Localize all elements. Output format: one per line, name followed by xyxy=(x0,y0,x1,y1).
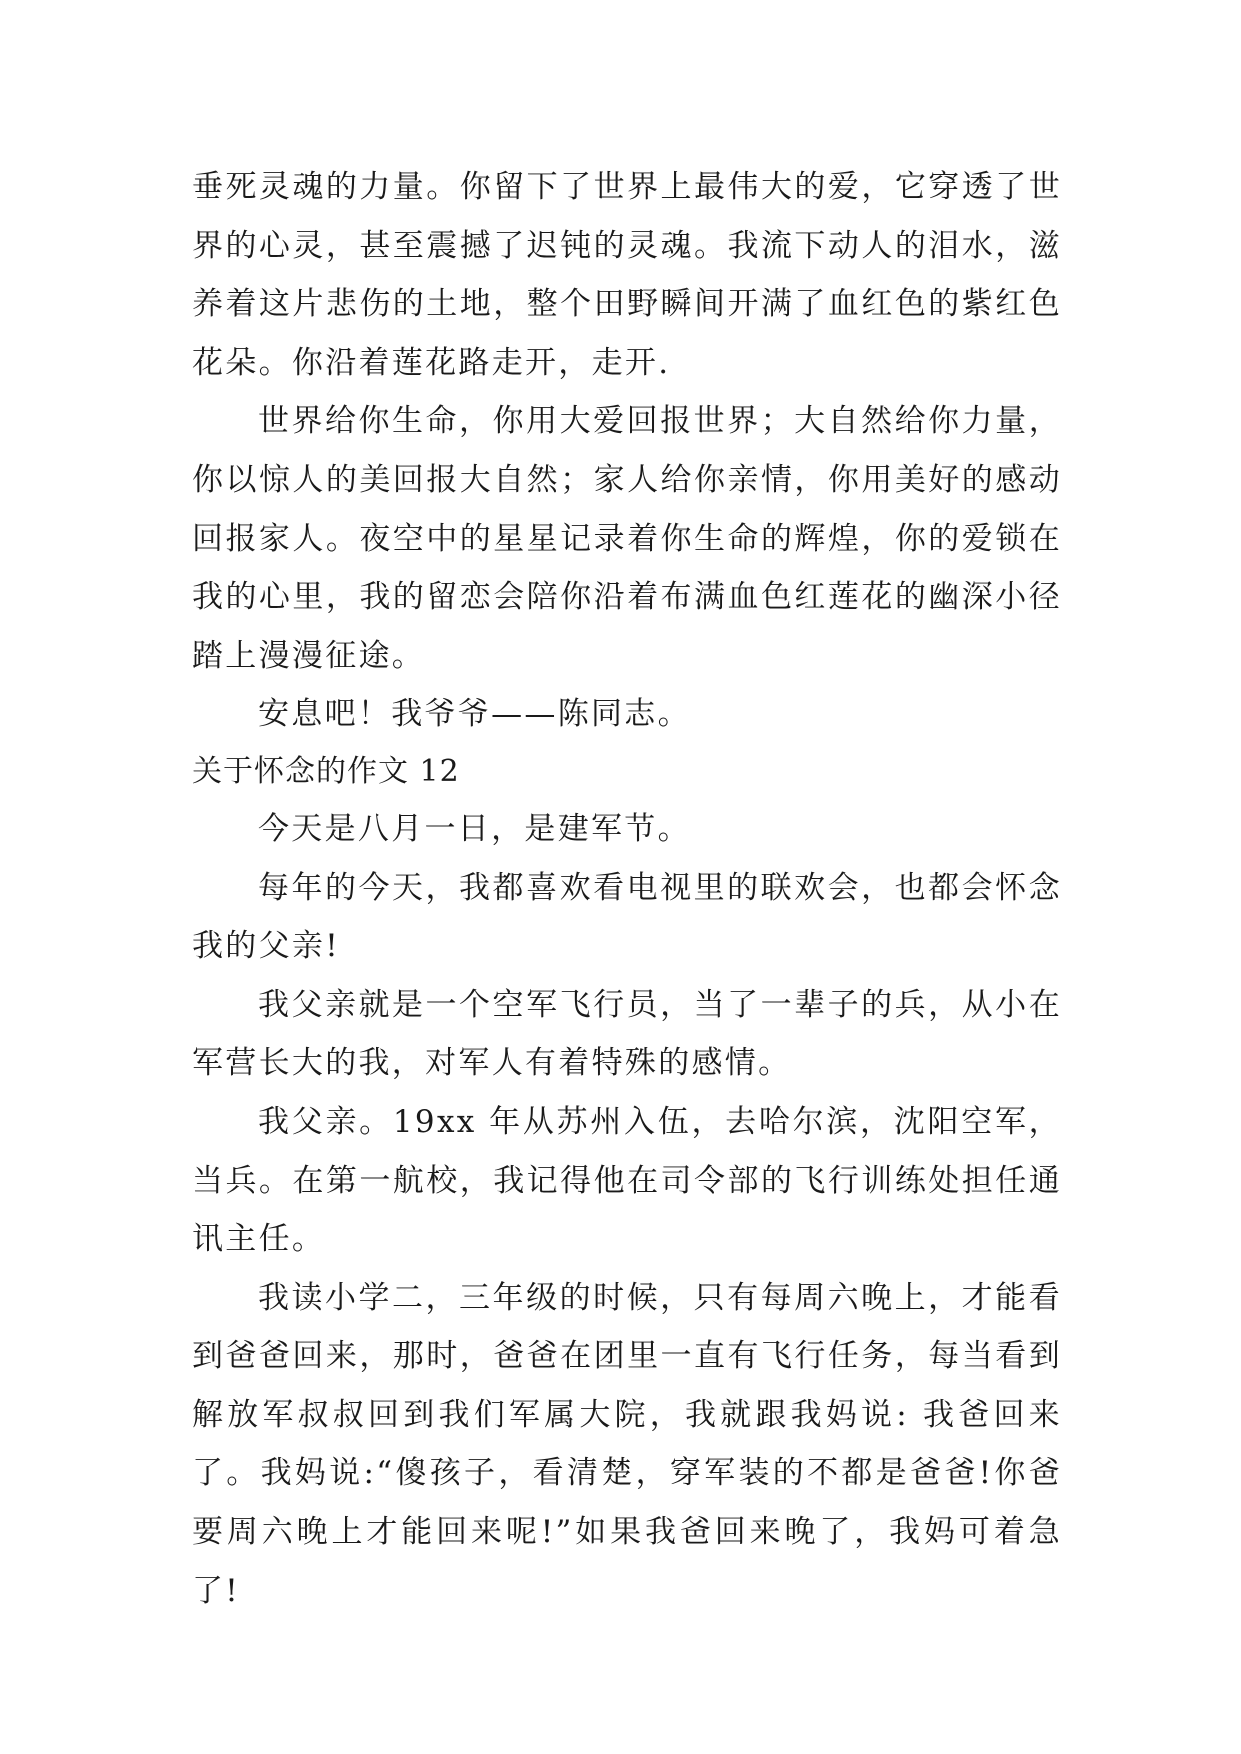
paragraph-continued: 垂死灵魂的力量。你留下了世界上最伟大的爱，它穿透了世界的心灵，甚至震撼了迟钝的灵魂。我流下动人的泪水，滋养着这片悲伤的土地，整个田野瞬间开满了血红色的紫红色花朵。你沿着莲花路走开，走开. xyxy=(192,169,1062,381)
paragraph: 每年的今天，我都喜欢看电视里的联欢会，也都会怀念我的父亲! xyxy=(192,869,1062,965)
paragraph: 我读小学二，三年级的时候，只有每周六晚上，才能看到爸爸回来，那时，爸爸在团里一直有飞行任务，每当看到解放军叔叔回到我们军属大院，我就跟我妈说: 我爸回来了。我妈说:“傻孩子，看清楚，穿军装的不都是爸爸!你爸要周六晚上才能回来呢!”如果我爸回来晚了，我妈可着急了! xyxy=(192,1279,1062,1609)
paragraph: 安息吧！我爷爷——陈同志。 xyxy=(258,696,691,733)
paragraph: 世界给你生命，你用大爱回报世界；大自然给你力量，你以惊人的美回报大自然；家人给你亲情，你用美好的感动回报家人。夜空中的星星记录着你生命的辉煌，你的爱锁在我的心里，我的留恋会陪你沿着布满血色红莲花的幽深小径踏上漫漫征途。 xyxy=(192,403,1062,674)
paragraph: 我父亲。19xx 年从苏州入伍，去哈尔滨，沈阳空军，当兵。在第一航校，我记得他在司令部的飞行训练处担任通讯主任。 xyxy=(192,1103,1062,1258)
paragraph: 今天是八月一日，是建军节。 xyxy=(258,810,691,847)
paragraph: 我父亲就是一个空军飞行员，当了一辈子的兵，从小在军营长大的我，对军人有着特殊的感情。 xyxy=(192,986,1062,1082)
section-heading: 关于怀念的作文 12 xyxy=(192,753,460,789)
document-body xyxy=(192,158,1062,1620)
